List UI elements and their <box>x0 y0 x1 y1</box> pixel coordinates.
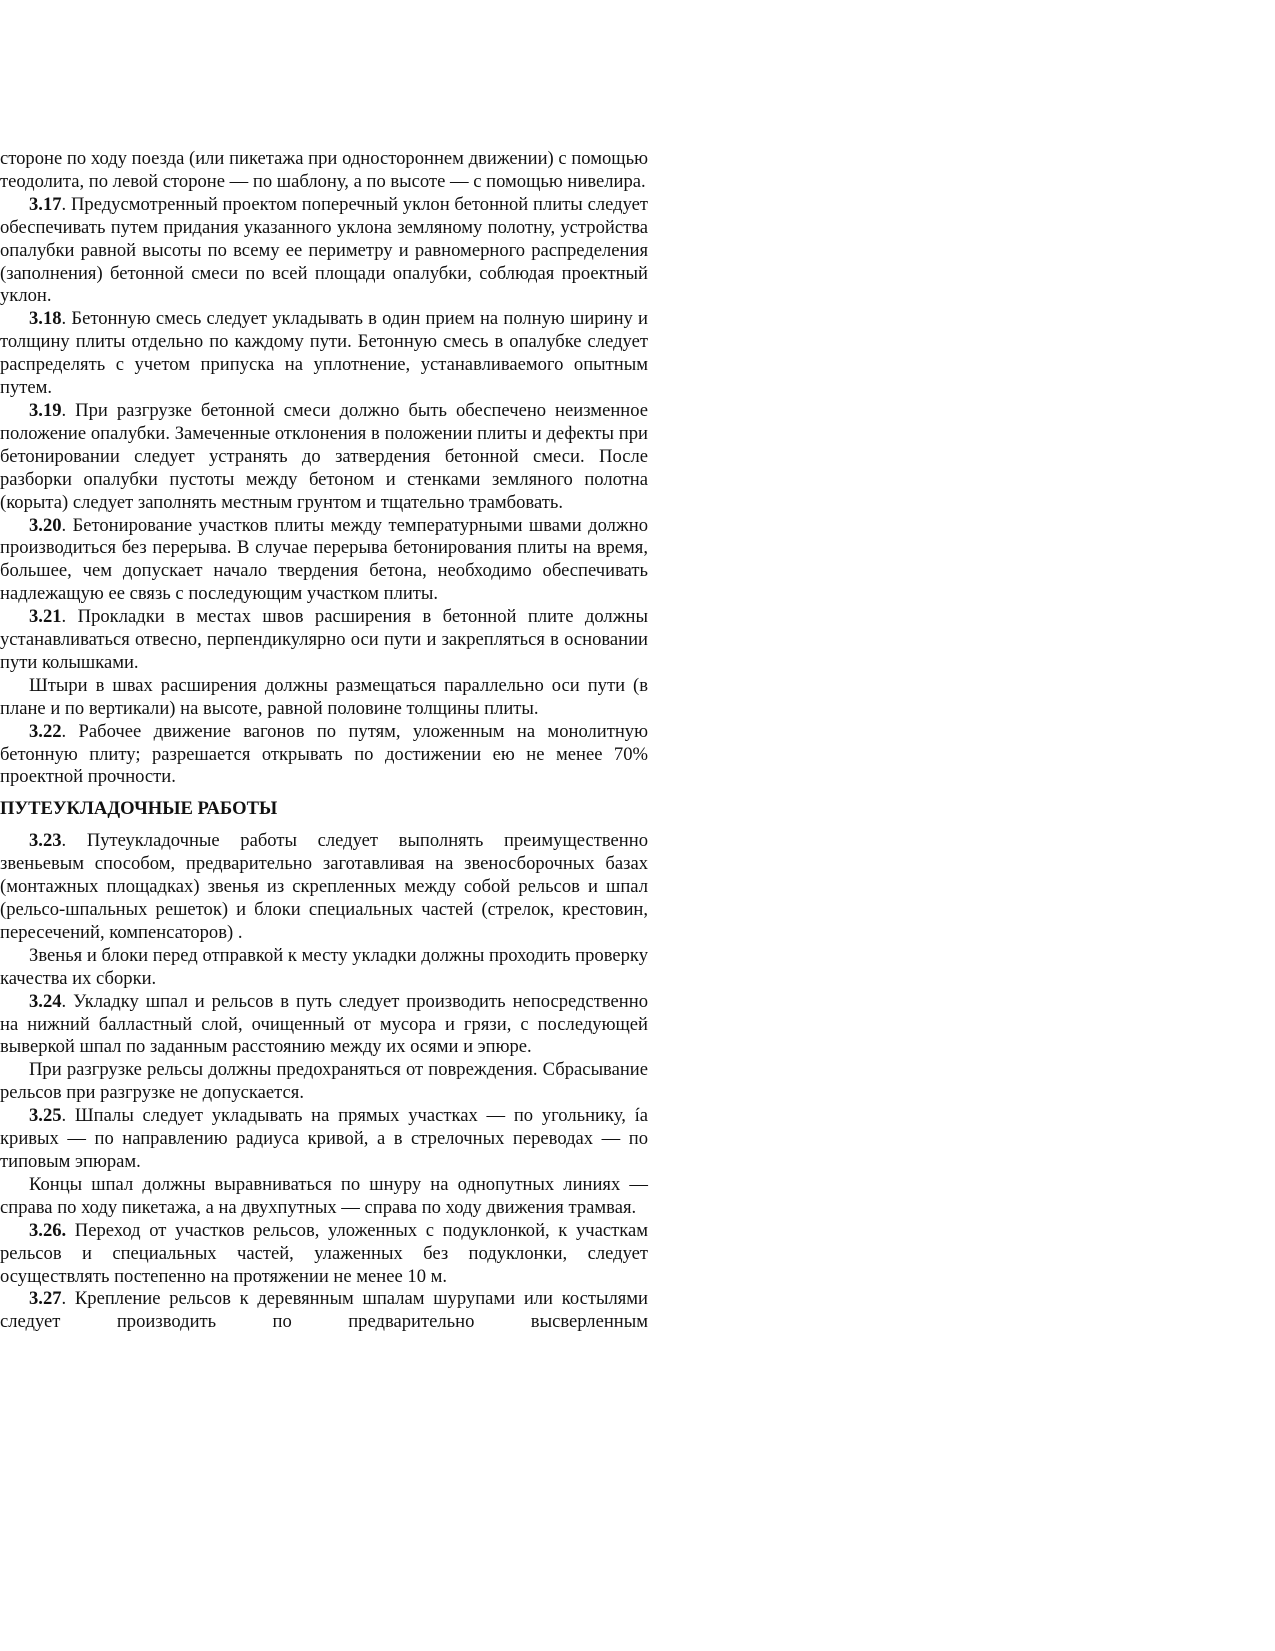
paragraph-text: . Путеукладочные работы следует выполнять преимущественно звеньевым способом, предварительно заготавливая на звеносборочных базах (монтажных площадках) звенья из скрепленных между собой рельсов и шпал (рельсо-шпальных решеток) и блоки специальных частей (стрелок, крестовин, пересечений, компенсаторов) . <box>0 830 648 943</box>
paragraph-text: . Прокладки в местах швов расширения в бетонной плите должны устанавливаться отвесно, перпендикулярно оси пути и закрепляться в основании пути колышками. <box>0 606 648 673</box>
paragraph-3-25 <box>0 1105 648 1174</box>
clause-number: 3.22 <box>29 720 62 742</box>
paragraph-text: При разгрузке рельсы должны предохраняться от повреждения. Сбрасывание рельсов при разгрузке не допускается. <box>0 1059 648 1104</box>
paragraph-3-21 <box>0 606 648 675</box>
paragraph-text: . Бетонную смесь следует укладывать в один прием на полную ширину и толщину плиты отдельно по каждому пути. Бетонную смесь в опалубке следует распределять с учетом припуска на уплотнение, устанавливаемого опытным путем. <box>0 308 648 399</box>
clause-number: 3.18 <box>29 308 62 330</box>
paragraph-continuation <box>0 148 648 194</box>
clause-number: 3.26. <box>29 1219 67 1241</box>
paragraph-text: . Предусмотренный проектом поперечный уклон бетонной плиты следует обеспечивать путем придания указанного уклона земляному полотну, устройства опалубки равной высоты по всему ее периметру и равномерного распределения (заполнения) бетонной смеси по всей площади опалубки, соблюдая проектный уклон. <box>0 193 648 307</box>
paragraph-3-18 <box>0 308 648 400</box>
clause-number: 3.19 <box>29 399 62 421</box>
paragraph-3-17 <box>0 194 648 309</box>
clause-number: 3.27 <box>29 1288 62 1310</box>
clause-number: 3.20 <box>29 514 62 536</box>
paragraph-text: . При разгрузке бетонной смеси должно быть обеспечено неизменное положение опалубки. Замеченные отклонения в положении плиты и дефекты при бетонировании следует устранять до затвердения бетонной смеси. После разборки опалубки пустоты между бетоном и стенками земляного полотна (корыта) следует заполнять местным грунтом и тщательно трамбовать. <box>0 399 648 513</box>
document-page <box>0 148 648 1334</box>
clause-number: 3.24 <box>29 990 62 1012</box>
paragraph-3-24-unloading <box>0 1059 648 1105</box>
clause-number: 3.17 <box>29 193 62 215</box>
paragraph-3-22 <box>0 721 648 790</box>
paragraph-text: Звенья и блоки перед отправкой к месту укладки должны проходить проверку качества их сборки. <box>0 944 648 989</box>
paragraph-3-26 <box>0 1220 648 1289</box>
paragraph-3-27 <box>0 1288 648 1334</box>
paragraph-text: стороне по ходу поезда (или пикетажа при одностороннем движении) с помощью теодолита, по левой стороне — по шаблону, а по высоте — с помощью нивелира. <box>0 148 648 192</box>
paragraph-3-23-check <box>0 945 648 991</box>
paragraph-3-23 <box>0 830 648 945</box>
paragraph-3-19 <box>0 400 648 515</box>
clause-number: 3.21 <box>29 606 62 628</box>
paragraph-text: . Бетонирование участков плиты между температурными швами должно производиться без перерыва. В случае перерыва бетонирования плиты на время, большее, чем допускает начало твердения бетона, необходимо обеспечивать надлежащую ее связь с последующим участком плиты. <box>0 514 648 605</box>
paragraph-3-24 <box>0 991 648 1060</box>
paragraph-text: . Укладку шпал и рельсов в путь следует производить непосредственно на нижний балластный слой, очищенный от мусора и грязи, с последующей выверкой шпал по заданным расстоянию между их осями и эпюре. <box>0 990 648 1058</box>
paragraph-3-21-pins <box>0 675 648 721</box>
paragraph-text: Переход от участков рельсов, уложенных с подуклонкой, к участкам рельсов и специальных частей, улаженных без подуклонки, следует осуществлять постепенно на протяжении не менее 10 м. <box>0 1219 648 1287</box>
clause-number: 3.23 <box>29 830 62 852</box>
paragraph-text: Концы шпал должны выравниваться по шнуру на однопутных линиях — справа по ходу пикетажа, а на двухпутных — справа по ходу движения трамвая. <box>0 1173 648 1218</box>
paragraph-text: . Крепление рельсов к деревянным шпалам шурупами или костылями следует производить по предварительно высверленным <box>0 1288 648 1333</box>
section-heading: ПУТЕУКЛАДОЧНЫЕ РАБОТЫ <box>0 798 278 820</box>
paragraph-text: Штыри в швах расширения должны размещаться параллельно оси пути (в плане и по вертикали) на высоте, равной половине толщины плиты. <box>0 674 648 719</box>
paragraph-3-25-ends <box>0 1174 648 1220</box>
paragraph-3-20 <box>0 515 648 607</box>
clause-number: 3.25 <box>29 1105 62 1127</box>
paragraph-text: . Шпалы следует укладывать на прямых участках — по угольнику, íа кривых — по направлению радиуса кривой, а в стрелочных переводах — по типовым эпюрам. <box>0 1105 648 1172</box>
paragraph-text: . Рабочее движение вагонов по путям, уложенным на монолитную бетонную плиту; разрешается открывать по достижении ею не менее 70% проектной прочности. <box>0 720 648 788</box>
